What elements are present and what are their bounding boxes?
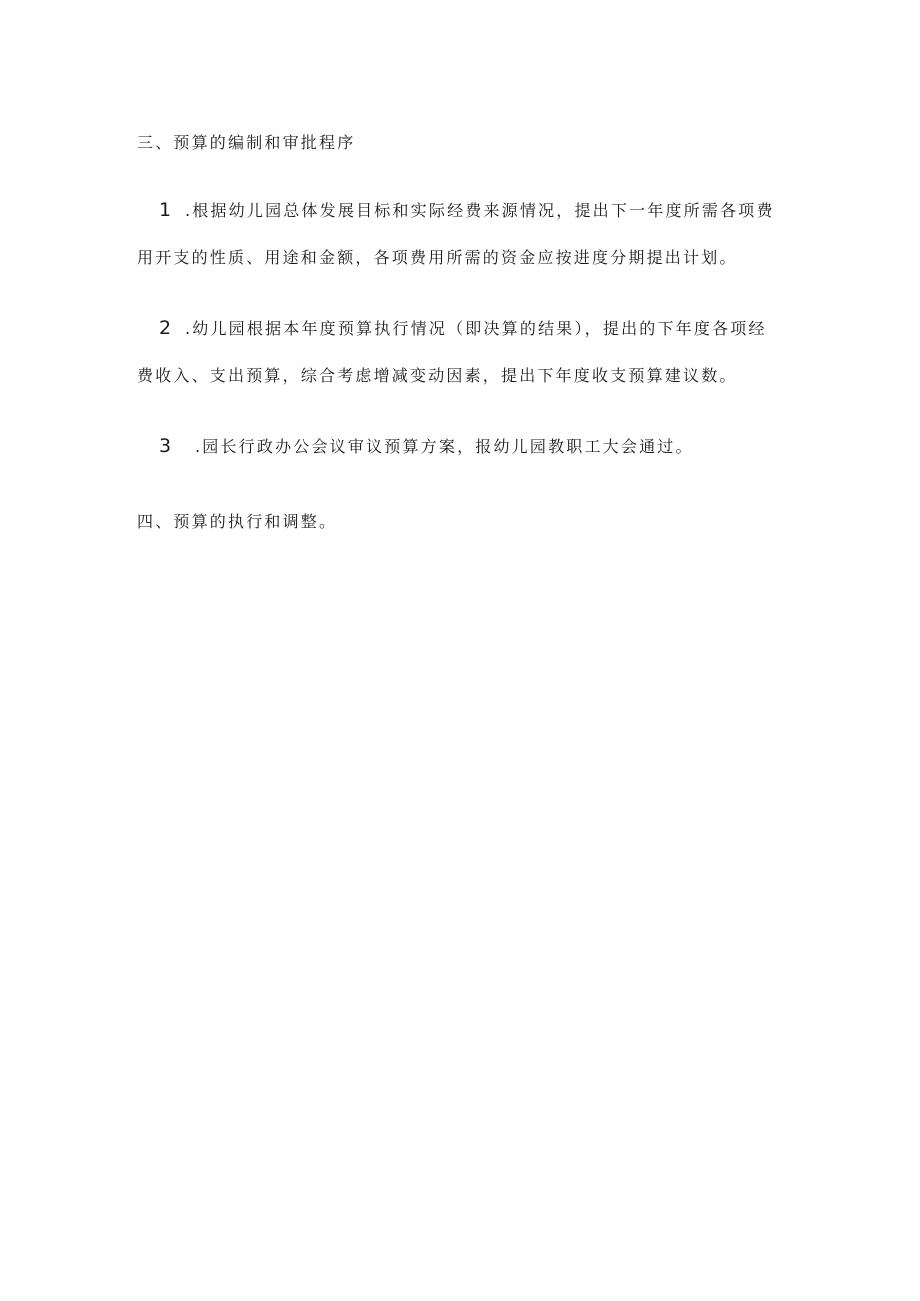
item-2-text-line-1: .幼儿园根据本年度预算执行情况（即决算的结果），提出的下年度各项经 [185, 319, 767, 338]
list-item-2 [137, 304, 797, 400]
item-number-2: 2 [159, 317, 172, 339]
list-item-1 [137, 186, 797, 282]
list-item-3 [137, 422, 797, 470]
item-1-text-line-2: 用开支的性质、用途和金额，各项费用所需的资金应按进度分期提出计划。 [137, 248, 738, 267]
section-four-heading: 四、预算的执行和调整。 [137, 512, 338, 531]
list-item-2-line-1 [137, 304, 797, 352]
item-1-text-line-1: .根据幼儿园总体发展目标和实际经费来源情况，提出下一年度所需各项费 [185, 201, 775, 220]
list-item-1-line-1 [137, 186, 797, 234]
item-3-text-line-1: .园长行政办公会议审议预算方案，报幼儿园教职工大会通过。 [195, 437, 694, 456]
item-2-text-line-2: 费收入、支出预算，综合考虑增减变动因素，提出下年度收支预算建议数。 [137, 366, 738, 385]
list-item-3-line-1 [137, 422, 797, 470]
item-number-3: 3 [159, 435, 172, 457]
section-three-heading: 三、预算的编制和审批程序 [137, 133, 356, 152]
item-number-1: 1 [159, 199, 172, 221]
